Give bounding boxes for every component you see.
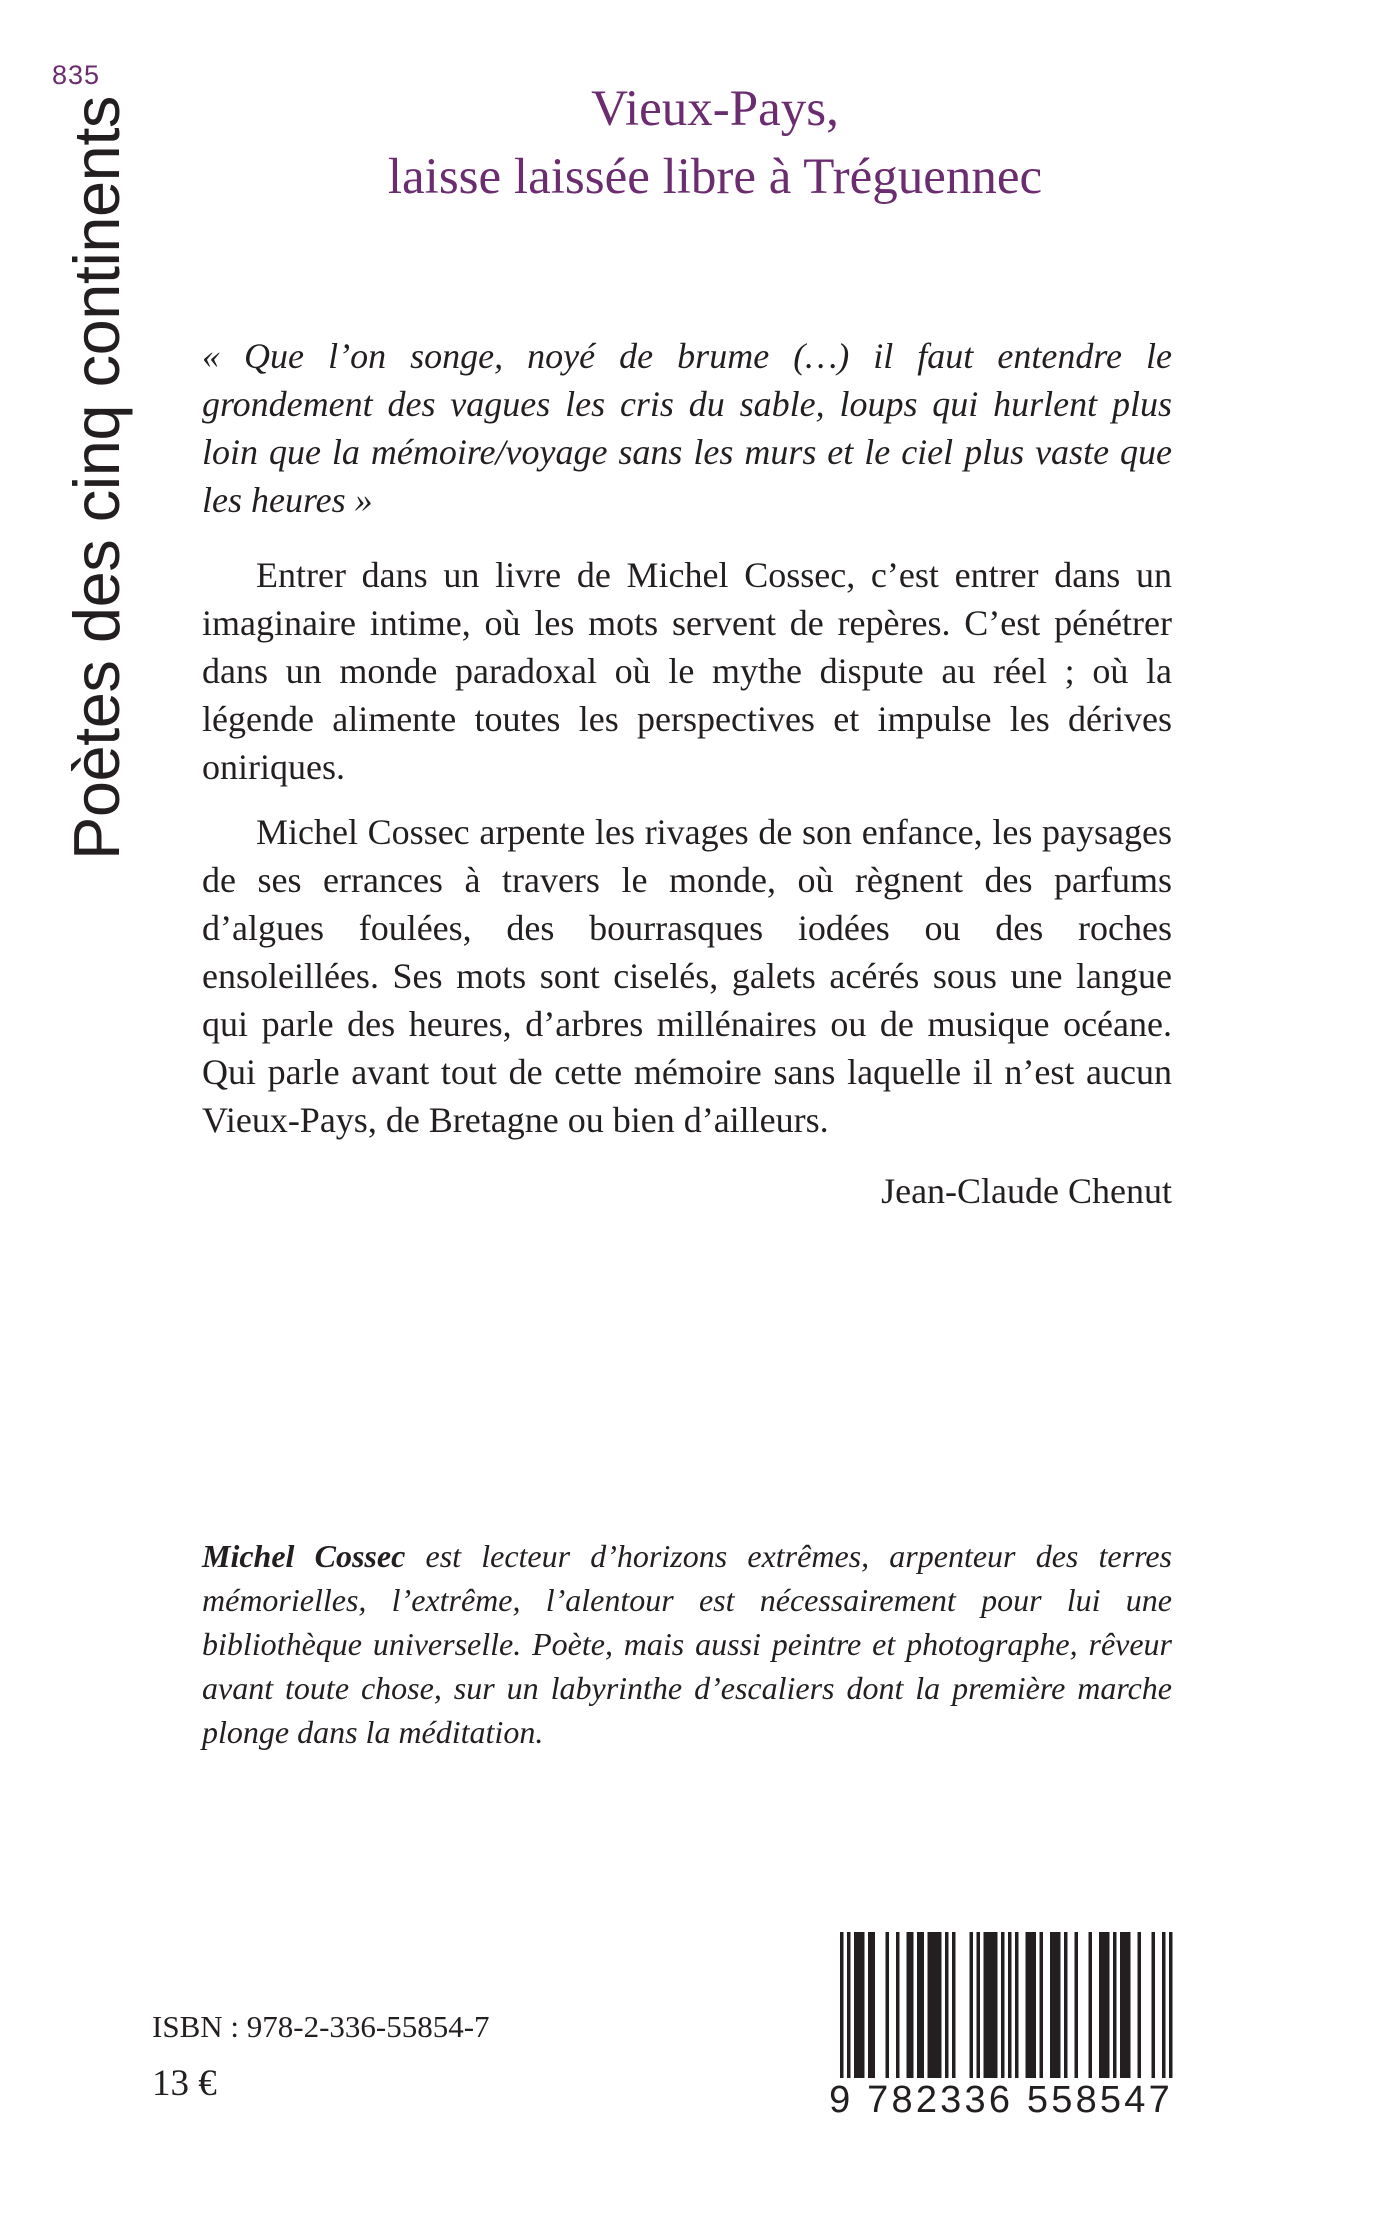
barcode-bar [984,1932,988,2080]
isbn: ISBN : 978-2-336-55854-7 [152,2009,490,2044]
barcode-bar [1064,1932,1068,2080]
title-line-2: laisse laissée libre à Tréguennec [387,149,1043,205]
barcode-bar [1120,1932,1124,2080]
barcode-bar [858,1932,862,2080]
barcode-bar [872,1932,876,2080]
author-bio-text: est lecteur d’horizons extrêmes, arpenteur des terres mémorielles, l’extrême, l’alentour est nécessairement pour lui une bibliothèque universelle. Poète, mais aussi peintre et photographe, rêveur avant toute chose, sur un labyrinthe d’escaliers dont la première marche plonge dans la méditation. [202,1538,1173,1750]
barcode-bar [1050,1932,1054,2080]
barcode-bar [994,1932,998,2080]
barcode-bar [987,1932,991,2080]
barcode-bar [931,1932,935,2080]
barcode-bar [1029,1932,1033,2080]
barcode-bar [1099,1932,1103,2080]
barcode-bar [1040,1932,1044,2080]
barcode-bar [1015,1932,1019,2080]
barcode-bar [1033,1932,1037,2080]
barcode-bar [952,1932,956,2080]
barcode-bar [977,1932,981,2080]
barcode-bar [970,1932,974,2080]
barcode-bar [938,1932,942,2080]
barcode-bar [935,1932,939,2080]
barcode-bar [1057,1932,1061,2080]
barcode-bar [1152,1932,1156,2080]
barcode-bar [907,1932,911,2080]
barcode-bar [1089,1932,1093,2080]
barcode-bar [1127,1932,1131,2080]
barcode-bar [1169,1932,1173,2100]
barcode-bar [1026,1932,1030,2080]
barcode-bar [861,1932,865,2080]
review-signature: Jean-Claude Chenut [881,1171,1172,1211]
barcode-bar [1075,1932,1079,2080]
series-number: 835 [52,60,101,90]
barcode-bar [917,1932,921,2080]
barcode-bar [886,1932,890,2080]
barcode-bar [1106,1932,1110,2080]
book-title [260,75,1170,211]
barcode-bar [1162,1932,1166,2100]
barcode-bar [1054,1932,1058,2080]
barcode-bar [868,1932,872,2080]
price: 13 € [152,2063,217,2104]
barcode-bar [1103,1932,1107,2080]
barcode-bar [921,1932,925,2080]
description-paragraph-1: Entrer dans un livre de Michel Cossec, c’est entrer dans un imaginaire intime, où les mots servent de repères. C’est pénétrer dans un monde paradoxal où le mythe dispute au réel ; où la légende alimente toutes les perspectives et impulse les dérives oniriques. [202,555,1172,787]
description-paragraph-2: Michel Cossec arpente les rivages de son enfance, les paysages de ses errances à travers le monde, où règnent des parfums d’algues foulées, des bourrasques iodées ou des roches ensoleillées. Ses mots sont ciselés, galets acérés sous une langue qui parle des heures, d’arbres millénaires ou de musique océane. Qui parle avant tout de cette mémoire sans laquelle il n’est aucun Vieux-Pays, de Bretagne ou bien d’ailleurs. [202,812,1172,1140]
barcode-bar [1138,1932,1142,2080]
author-name: Michel Cossec [202,1538,406,1574]
barcode-bar [840,1932,844,2100]
series-name: Poètes des cinq continents [60,96,133,860]
barcode-bar [896,1932,900,2080]
epigraph-quote: « Que l’on songe, noyé de brume (…) il faut entendre le grondement des vagues les cris du sable, loups qui hurlent plus loin que la mémoire/voyage sans les murs et le ciel plus vaste que les heures » [202,336,1172,520]
barcode-bar [1124,1932,1128,2080]
barcode-digits: 9 782336 558547 [826,2078,1176,2122]
barcode-bar [1113,1932,1117,2080]
barcode-bar [910,1932,914,2080]
barcode-bar [945,1932,949,2080]
title-line-1: Vieux-Pays, [591,81,839,137]
barcode-bar [1008,1932,1012,2100]
barcode-bar [847,1932,851,2100]
barcode-bar [991,1932,995,2080]
barcode-bar [854,1932,858,2080]
author-bio [202,1534,1172,1754]
barcode-bar [928,1932,932,2080]
barcode-bar [1001,1932,1005,2100]
